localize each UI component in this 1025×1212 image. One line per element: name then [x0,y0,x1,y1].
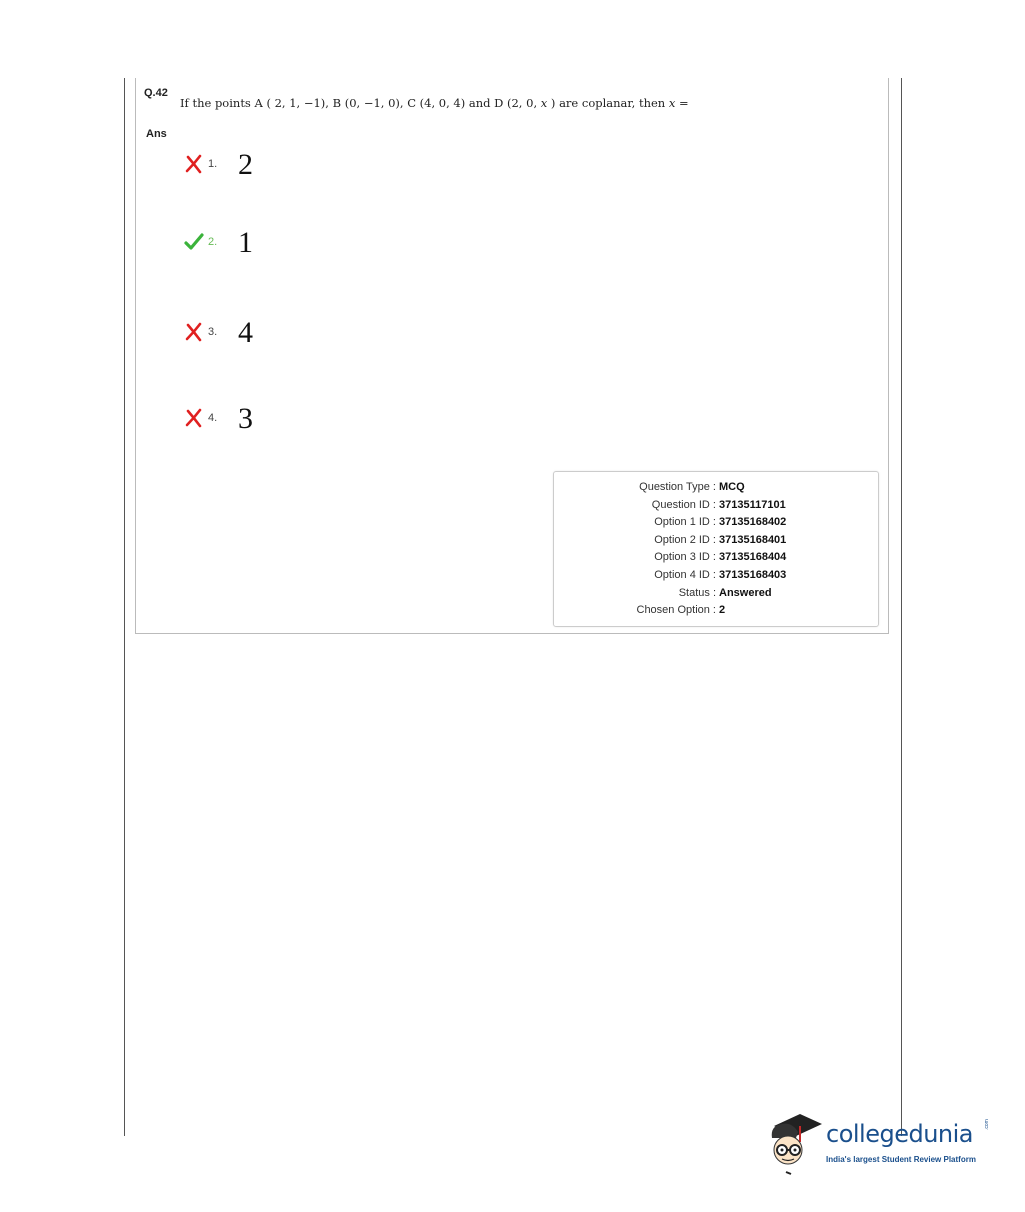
option-value: 3 [238,402,253,435]
info-key: Question Type : [639,481,716,493]
logo-wordmark: collegedunia [826,1120,974,1148]
question-text [180,96,689,110]
info-row [554,534,878,552]
question-equation: x = [668,96,689,110]
check-icon [184,232,204,252]
option-value: 2 [238,148,253,181]
question-text-prefix: If the points A ( 2, 1, −1), B (0, −1, 0), C (4, 0, 4) and D (2, 0, [180,96,538,110]
info-row [554,551,878,569]
info-key: Option 1 ID : [654,516,716,529]
info-key: Chosen Option : [636,604,716,617]
mascot-icon [766,1104,822,1180]
option-value: 1 [238,226,253,259]
info-key: Option 3 ID : [654,551,716,564]
info-row [554,604,878,622]
info-row [554,481,878,499]
info-value: 37135168402 [719,516,787,529]
option-number: 2. [208,236,218,248]
question-info-box [553,471,879,627]
cross-icon [184,322,204,342]
answer-label: Ans [146,128,167,140]
info-row [554,516,878,534]
logo-tagline: India's largest Student Review Platform [826,1155,976,1164]
question-variable: x [540,96,548,110]
info-value: 37135168403 [719,569,787,581]
info-key: Option 4 ID : [654,569,716,581]
info-value: 37135168401 [719,533,787,546]
option-number: 4. [208,412,218,424]
info-row [554,499,878,517]
info-value: Answered [719,586,772,599]
info-key: Question ID : [651,498,716,511]
cross-icon [184,154,204,174]
page-border-right [901,78,902,1136]
question-number: Q.42 [144,87,168,99]
cross-icon [184,408,204,428]
logo-com: .com [984,1119,990,1130]
option-value: 4 [238,316,253,349]
collegedunia-logo [766,1104,1006,1180]
info-value: 37135168404 [719,551,787,564]
info-row [554,569,878,587]
question-panel [135,78,889,634]
info-value: 2 [719,604,726,617]
page-border-left [124,78,125,1136]
info-row [554,587,878,605]
option-number: 3. [208,326,218,338]
info-value: MCQ [719,481,745,493]
info-key: Status : [678,586,716,599]
info-key: Option 2 ID : [654,533,716,546]
question-text-mid: ) are coplanar, then [550,96,666,110]
option-number: 1. [208,158,218,170]
info-value: 37135117101 [719,498,786,511]
